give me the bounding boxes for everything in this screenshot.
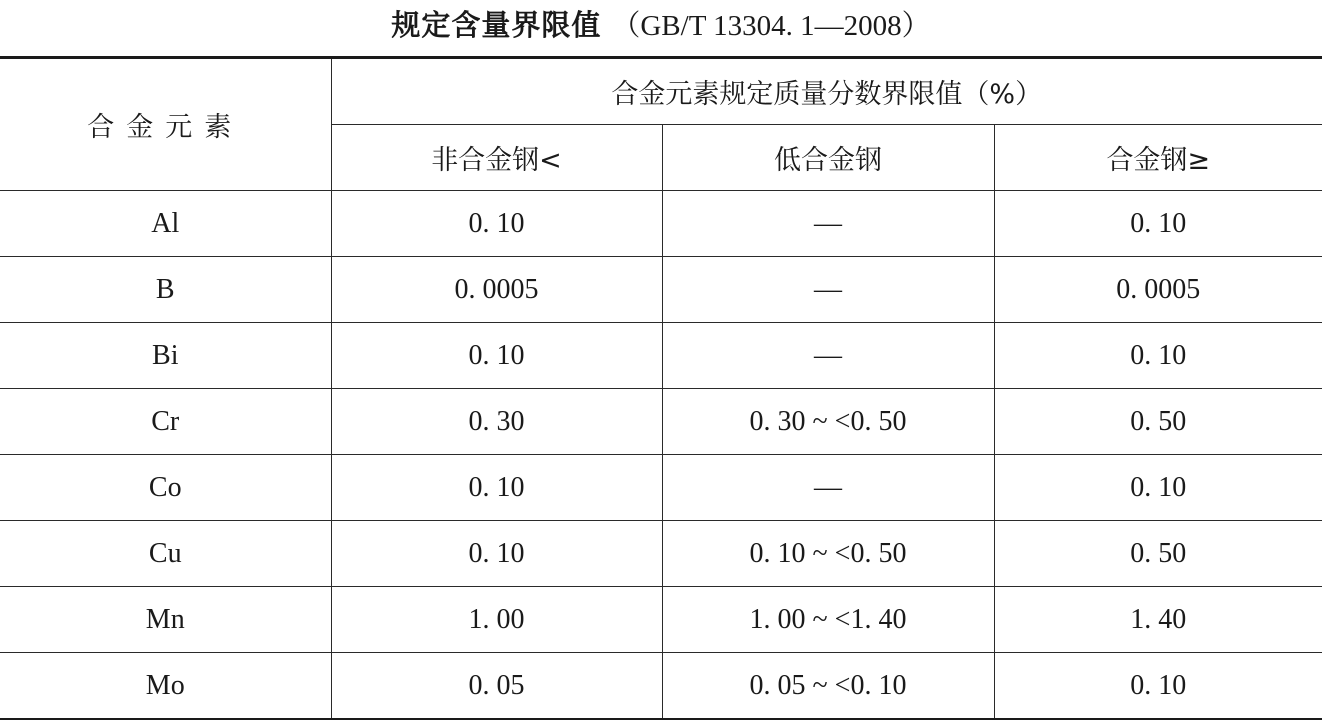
non-alloy-cell: 0. 10 (331, 455, 662, 521)
non-alloy-cell: 0. 30 (331, 389, 662, 455)
alloy-cell: 0. 50 (994, 389, 1322, 455)
non-alloy-cell: 0. 10 (331, 323, 662, 389)
limit-group-header: 合金元素规定质量分数界限值（%） (331, 58, 1322, 125)
alloy-cell: 0. 10 (994, 455, 1322, 521)
alloy-cell: 0. 0005 (994, 257, 1322, 323)
element-cell: Mo (0, 653, 331, 720)
alloy-limits-table (0, 56, 1322, 720)
element-cell: B (0, 257, 331, 323)
table-row (0, 455, 1322, 521)
table-row (0, 653, 1322, 720)
low-alloy-cell: — (662, 191, 994, 257)
low-alloy-cell: — (662, 323, 994, 389)
low-alloy-cell: 0. 30 ~ <0. 50 (662, 389, 994, 455)
element-column-header: 合金元素 (0, 58, 331, 191)
non-alloy-cell: 0. 10 (331, 191, 662, 257)
non-alloy-cell: 1. 00 (331, 587, 662, 653)
non-alloy-cell: 0. 10 (331, 521, 662, 587)
low-alloy-cell: 0. 10 ~ <0. 50 (662, 521, 994, 587)
table-header (0, 58, 1322, 191)
table-row (0, 191, 1322, 257)
low-alloy-cell: — (662, 257, 994, 323)
table-row (0, 521, 1322, 587)
element-cell: Cu (0, 521, 331, 587)
alloy-cell: 0. 10 (994, 323, 1322, 389)
alloy-cell: 1. 40 (994, 587, 1322, 653)
alloy-cell: 0. 10 (994, 191, 1322, 257)
alloy-cell: 0. 10 (994, 653, 1322, 720)
table-title-standard: （GB/T 13304. 1—2008） (611, 9, 931, 42)
low-alloy-steel-header: 低合金钢 (662, 125, 994, 191)
low-alloy-cell: — (662, 455, 994, 521)
alloy-cell: 0. 50 (994, 521, 1322, 587)
element-cell: Bi (0, 323, 331, 389)
non-alloy-cell: 0. 05 (331, 653, 662, 720)
low-alloy-cell: 0. 05 ~ <0. 10 (662, 653, 994, 720)
table-row (0, 323, 1322, 389)
table-row (0, 587, 1322, 653)
table-title-main: 规定含量界限值 (391, 7, 602, 42)
element-cell: Cr (0, 389, 331, 455)
non-alloy-steel-header: 非合金钢< (331, 125, 662, 191)
table-row (0, 389, 1322, 455)
non-alloy-cell: 0. 0005 (331, 257, 662, 323)
element-cell: Co (0, 455, 331, 521)
element-cell: Mn (0, 587, 331, 653)
table-row (0, 257, 1322, 323)
low-alloy-cell: 1. 00 ~ <1. 40 (662, 587, 994, 653)
table-body (0, 191, 1322, 720)
element-cell: Al (0, 191, 331, 257)
table-title (0, 0, 1322, 46)
alloy-steel-header: 合金钢≥ (994, 125, 1322, 191)
